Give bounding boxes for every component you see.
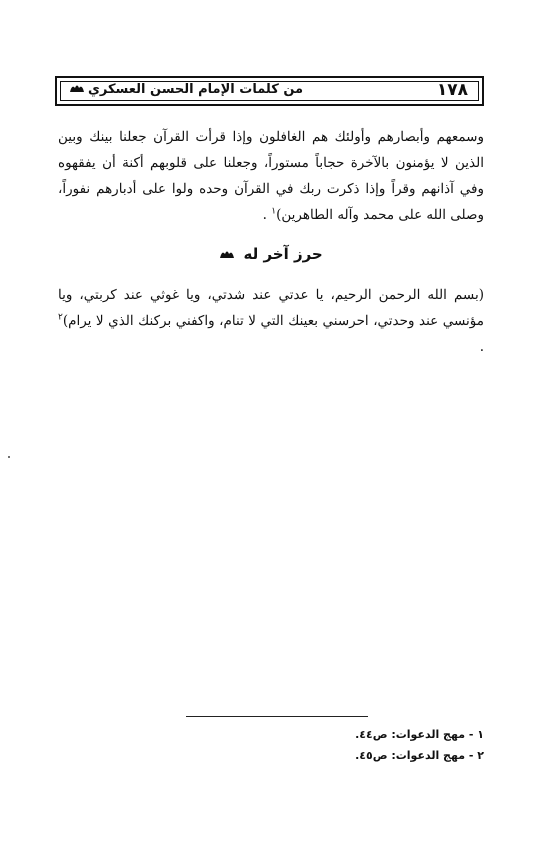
footnote-1: ١ - مهج الدعوات: ص٤٤. [355, 728, 484, 741]
page-header [55, 76, 484, 106]
paragraph-1-end: . [262, 207, 272, 223]
section-heading [58, 242, 484, 266]
footnote-2: ٢ - مهج الدعوات: ص٤٥. [355, 749, 484, 762]
page-number: ١٧٨ [436, 80, 468, 100]
section-heading-text: حرز آخر له [243, 245, 323, 263]
footnote-ref-2: ٢ [58, 312, 63, 323]
scan-speck [8, 456, 10, 458]
salawat-seal-icon [69, 82, 85, 94]
paragraph-1-text: وسمعهم وأبصارهم وأولئك هم الغافلون وإذا قرأت القرآن جعلنا بينك وبين الذين لا يؤمنون بالآخرة حجاباً مستوراً، وجعلنا على قلوبهم أكنة أن يفقهوه وفي آذانهم وقراً وإذا ذكرت ربك في القرآن وحده ولوا على أدبارهم نفوراً، وصلى الله على محمد وآله الطاهرين) [58, 129, 484, 223]
paragraph-2-end: . [479, 339, 484, 355]
salawat-seal-icon [219, 248, 235, 260]
running-title-text: من كلمات الإمام الحسن العسكري [88, 82, 304, 97]
footnote-ref-1: ١ [271, 206, 277, 217]
paragraph-continuation [58, 124, 484, 228]
supplication-paragraph [58, 282, 484, 360]
running-title [69, 81, 303, 99]
paragraph-2-text: (بسم الله الرحمن الرحيم، يا عدتي عند شدتي، ويا غوثي عند كربتي، ويا مؤنسي عند وحدتي، احرسني بعينك التي لا تنام، واكفني بركنك الذي لا يرام) [58, 287, 484, 329]
footnote-divider [186, 716, 368, 717]
